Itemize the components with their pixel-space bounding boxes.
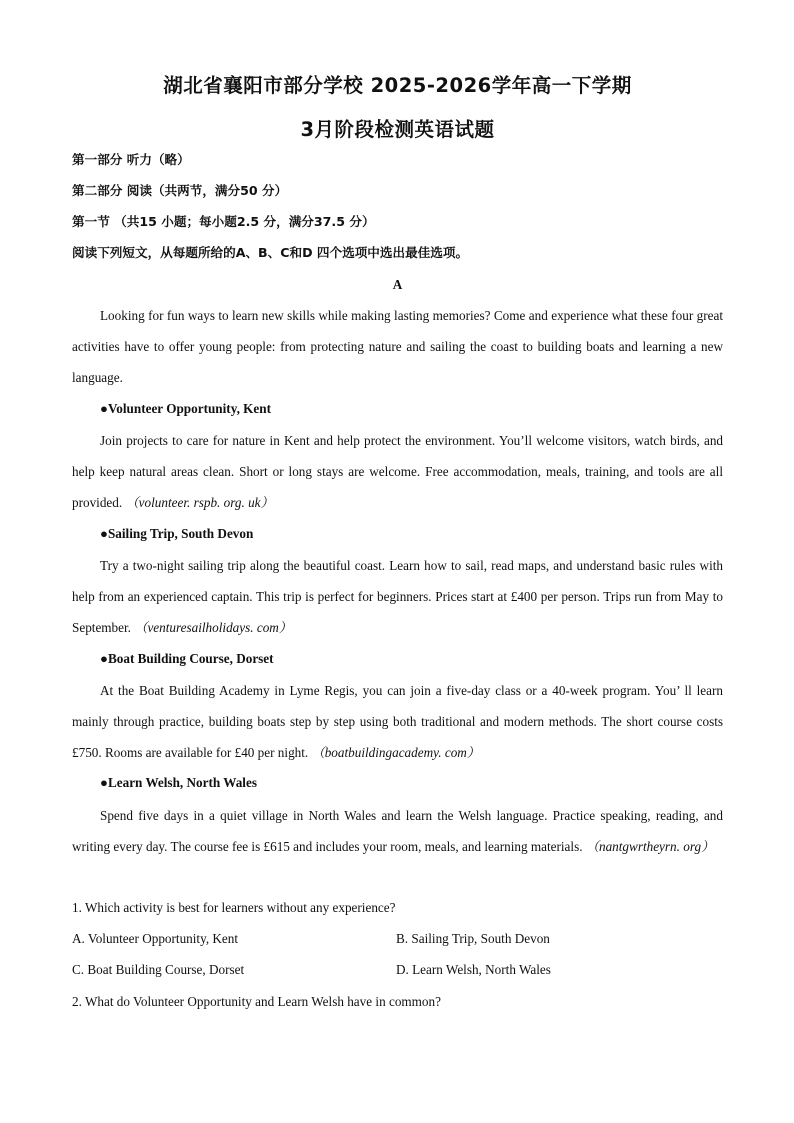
item-source-volunteer: （volunteer. rspb. org. uk）	[125, 495, 274, 511]
item-source-boat: （boatbuildingacademy. com）	[311, 745, 480, 761]
item-heading-welsh: ●Learn Welsh, North Wales	[100, 775, 257, 790]
passage-label: A	[392, 277, 403, 292]
question-1-option-c[interactable]: C. Boat Building Course, Dorset	[72, 962, 245, 977]
question-1-option-b[interactable]: B. Sailing Trip, South Devon	[396, 931, 550, 946]
item-body-sailing: Try a two-night sailing trip along the beautiful coast. Learn how to sail, read maps, and understand basic rules with help from an experienced captain. This trip is perfect for beginners. Prices start at £400 per person. Trips run from May to September. （venturesailholidays. com）	[72, 558, 723, 636]
page-title-line2: 3月阶段检测英语试题	[300, 118, 495, 141]
item-heading-boat: ●Boat Building Course, Dorset	[100, 651, 274, 666]
question-1-option-a[interactable]: A. Volunteer Opportunity, Kent	[72, 931, 239, 946]
item-body-welsh: Spend five days in a quiet village in North Wales and learn the Welsh language. Practice speaking, reading, and writing every day. The course fee is £615 and includes your room, meals, and learning materials. （nantgwrtheyrn. org）	[72, 808, 723, 855]
question-2-stem: 2. What do Volunteer Opportunity and Learn Welsh have in common?	[72, 994, 441, 1009]
question-1-option-d[interactable]: D. Learn Welsh, North Wales	[396, 962, 551, 977]
item-heading-sailing: ●Sailing Trip, South Devon	[100, 526, 254, 541]
instruction-text: 阅读下列短文，从每题所给的A、B、C和D 四个选项中选出最佳选项。	[72, 245, 469, 260]
page-title-line1: 湖北省襄阳市部分学校 2025-2026学年高一下学期	[163, 74, 632, 97]
item-body-volunteer: Join projects to care for nature in Kent and help protect the environment. You’ll welcome visitors, watch birds, and help keep natural areas clean. Short or long stays are welcome. Free accommodation, meals, training, and tools are all provided. （volunteer. rspb. org. uk）	[72, 433, 723, 511]
section1-heading: 第一节 （共15 小题；每小题2.5 分，满分37.5 分）	[72, 214, 375, 229]
question-1-stem: 1. Which activity is best for learners without any experience?	[72, 900, 396, 915]
item-source-sailing: （venturesailholidays. com）	[134, 620, 292, 636]
item-source-welsh: （nantgwrtheyrn. org）	[585, 839, 715, 855]
passage-intro: Looking for fun ways to learn new skills while making lasting memories? Come and experience what these four great activities have to offer young people: from protecting nature and sailing the coast to building boats and learning a new language.	[72, 308, 723, 386]
item-body-boat: At the Boat Building Academy in Lyme Regis, you can join a five-day class or a 40-week program. You’ ll learn mainly through practice, building boats step by step using both traditional and modern methods. The short course costs £750. Rooms are available for £40 per night. （boatbuildingacademy. com）	[72, 683, 723, 761]
part1-heading: 第一部分 听力（略）	[72, 152, 190, 167]
item-heading-volunteer: ●Volunteer Opportunity, Kent	[100, 401, 271, 416]
part2-heading: 第二部分 阅读（共两节，满分50 分）	[72, 183, 288, 198]
